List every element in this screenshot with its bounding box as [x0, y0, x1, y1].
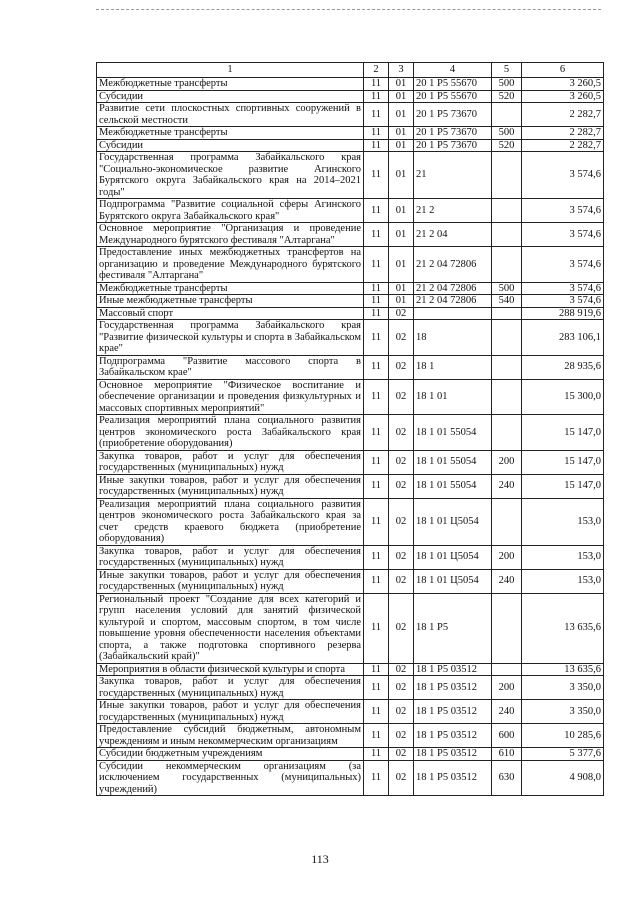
row-expense-type [492, 103, 522, 127]
row-expense-type [492, 379, 522, 415]
row-amount: 2 282,7 [522, 127, 604, 140]
row-target-article: 18 1 P5 03512 [414, 724, 492, 748]
row-expense-type: 520 [492, 90, 522, 103]
table-row [97, 307, 604, 320]
row-section: 11 [364, 127, 389, 140]
table-row [97, 379, 604, 415]
row-name: Подпрограмма "Развитие социальной сферы Агинского Бурятского округа Забайкальского края" [97, 199, 364, 223]
table-row [97, 498, 604, 545]
row-subsection: 02 [389, 474, 414, 498]
row-subsection: 02 [389, 379, 414, 415]
header-col-3: 3 [389, 63, 414, 78]
row-name: Региональный проект "Создание для всех категорий и групп населения условий для занятий физической культурой и спортом, массовым спортом, в том числе повышение уровня обеспеченности населения объектами спорта, а также подготовка спортивного резерва (Забайкальский край)" [97, 593, 364, 663]
row-target-article: 18 1 01 Ц5054 [414, 498, 492, 545]
row-target-article: 18 1 01 55054 [414, 415, 492, 451]
row-target-article: 18 1 01 [414, 379, 492, 415]
row-section: 11 [364, 474, 389, 498]
table-row [97, 139, 604, 152]
row-name: Субсидии бюджетным учреждениям [97, 748, 364, 761]
table-row [97, 700, 604, 724]
row-expense-type: 200 [492, 545, 522, 569]
row-amount: 15 147,0 [522, 474, 604, 498]
row-section: 11 [364, 700, 389, 724]
row-name: Мероприятия в области физической культуры и спорта [97, 663, 364, 676]
row-subsection: 02 [389, 415, 414, 451]
row-expense-type [492, 355, 522, 379]
row-target-article: 18 1 01 Ц5054 [414, 569, 492, 593]
row-target-article: 18 1 P5 03512 [414, 700, 492, 724]
row-subsection: 01 [389, 103, 414, 127]
row-name: Предоставление субсидий бюджетным, автономным учреждениям и иным некоммерческим организациям [97, 724, 364, 748]
row-section: 11 [364, 90, 389, 103]
row-amount: 153,0 [522, 545, 604, 569]
row-expense-type: 630 [492, 760, 522, 796]
table-row [97, 760, 604, 796]
row-target-article: 21 2 04 72806 [414, 247, 492, 283]
row-section: 11 [364, 593, 389, 663]
row-amount: 2 282,7 [522, 103, 604, 127]
row-subsection: 02 [389, 724, 414, 748]
row-section: 11 [364, 223, 389, 247]
row-section: 11 [364, 103, 389, 127]
row-section: 11 [364, 748, 389, 761]
table-row [97, 355, 604, 379]
row-amount: 13 635,6 [522, 593, 604, 663]
row-amount: 10 285,6 [522, 724, 604, 748]
row-section: 11 [364, 355, 389, 379]
row-subsection: 02 [389, 569, 414, 593]
row-subsection: 01 [389, 78, 414, 91]
row-amount: 3 574,6 [522, 152, 604, 199]
row-amount: 3 260,5 [522, 78, 604, 91]
row-target-article: 18 1 01 55054 [414, 474, 492, 498]
row-amount: 3 574,6 [522, 223, 604, 247]
row-target-article: 18 1 P5 03512 [414, 663, 492, 676]
table-row [97, 748, 604, 761]
table-row [97, 127, 604, 140]
row-amount: 15 300,0 [522, 379, 604, 415]
table-row [97, 295, 604, 308]
row-section: 11 [364, 282, 389, 295]
row-expense-type [492, 152, 522, 199]
row-name: Межбюджетные трансферты [97, 127, 364, 140]
row-subsection: 01 [389, 199, 414, 223]
row-target-article: 20 1 P5 73670 [414, 103, 492, 127]
row-target-article: 21 2 04 72806 [414, 282, 492, 295]
row-section: 11 [364, 152, 389, 199]
row-section: 11 [364, 498, 389, 545]
table-row [97, 282, 604, 295]
row-section: 11 [364, 676, 389, 700]
row-name: Основное мероприятие "Организация и проведение Международного бурятского фестиваля "Алтаргана" [97, 223, 364, 247]
table-row [97, 663, 604, 676]
table-row [97, 320, 604, 356]
row-name: Предоставление иных межбюджетных трансфертов на организацию и проведение Международного бурятского фестиваля "Алтаргана" [97, 247, 364, 283]
page-top-rule [96, 9, 601, 11]
row-amount: 3 574,6 [522, 247, 604, 283]
row-amount: 288 919,6 [522, 307, 604, 320]
row-expense-type [492, 307, 522, 320]
row-section: 11 [364, 663, 389, 676]
row-name: Государственная программа Забайкальского края "Социально-экономическое развитие Агинского Бурятского округа Забайкальского края на 2014–2021 годы" [97, 152, 364, 199]
row-amount: 3 574,6 [522, 199, 604, 223]
table-row [97, 676, 604, 700]
table-row [97, 78, 604, 91]
row-target-article: 18 1 P5 03512 [414, 748, 492, 761]
row-subsection: 01 [389, 152, 414, 199]
row-amount: 13 635,6 [522, 663, 604, 676]
budget-table [96, 62, 604, 796]
row-subsection: 02 [389, 498, 414, 545]
row-expense-type [492, 223, 522, 247]
table-row [97, 152, 604, 199]
row-name: Иные закупки товаров, работ и услуг для обеспечения государственных (муниципальных) нужд [97, 474, 364, 498]
row-subsection: 02 [389, 545, 414, 569]
row-expense-type: 240 [492, 569, 522, 593]
header-row [97, 63, 604, 78]
row-amount: 153,0 [522, 569, 604, 593]
row-section: 11 [364, 450, 389, 474]
row-section: 11 [364, 295, 389, 308]
row-amount: 3 574,6 [522, 295, 604, 308]
row-section: 11 [364, 724, 389, 748]
row-section: 11 [364, 760, 389, 796]
row-expense-type [492, 415, 522, 451]
row-name: Закупка товаров, работ и услуг для обеспечения государственных (муниципальных) нужд [97, 450, 364, 474]
row-name: Субсидии некоммерческим организациям (за исключением государственных (муниципальных) учреждений) [97, 760, 364, 796]
row-name: Закупка товаров, работ и услуг для обеспечения государственных (муниципальных) нужд [97, 676, 364, 700]
row-target-article: 18 1 01 Ц5054 [414, 545, 492, 569]
row-name: Субсидии [97, 139, 364, 152]
row-expense-type: 610 [492, 748, 522, 761]
row-expense-type [492, 663, 522, 676]
row-target-article: 20 1 P5 73670 [414, 139, 492, 152]
row-target-article: 18 [414, 320, 492, 356]
row-target-article [414, 307, 492, 320]
row-target-article: 18 1 01 55054 [414, 450, 492, 474]
row-subsection: 02 [389, 748, 414, 761]
row-amount: 3 350,0 [522, 676, 604, 700]
row-subsection: 01 [389, 127, 414, 140]
header-col-4: 4 [414, 63, 492, 78]
row-subsection: 02 [389, 593, 414, 663]
row-name: Субсидии [97, 90, 364, 103]
row-target-article: 21 2 [414, 199, 492, 223]
row-target-article: 20 1 P5 55670 [414, 78, 492, 91]
table-row [97, 90, 604, 103]
table-row [97, 724, 604, 748]
row-section: 11 [364, 379, 389, 415]
row-subsection: 01 [389, 90, 414, 103]
row-name: Иные закупки товаров, работ и услуг для обеспечения государственных (муниципальных) нужд [97, 700, 364, 724]
row-name: Закупка товаров, работ и услуг для обеспечения государственных (муниципальных) нужд [97, 545, 364, 569]
row-name: Основное мероприятие "Физическое воспитание и обеспечение организации и проведения физкультурных и массовых спортивных мероприятий" [97, 379, 364, 415]
row-section: 11 [364, 569, 389, 593]
row-name: Реализация мероприятий плана социального развития центров экономического роста Забайкальского края (приобретение оборудования) [97, 415, 364, 451]
table-row [97, 450, 604, 474]
table-row [97, 199, 604, 223]
row-expense-type [492, 320, 522, 356]
row-target-article: 20 1 P5 55670 [414, 90, 492, 103]
row-target-article: 21 2 04 72806 [414, 295, 492, 308]
header-col-6: 6 [522, 63, 604, 78]
row-expense-type: 540 [492, 295, 522, 308]
row-name: Государственная программа Забайкальского края "Развитие физической культуры и спорта в Забайкальском крае" [97, 320, 364, 356]
row-amount: 153,0 [522, 498, 604, 545]
row-subsection: 02 [389, 663, 414, 676]
row-section: 11 [364, 199, 389, 223]
header-col-1: 1 [97, 63, 364, 78]
row-subsection: 01 [389, 282, 414, 295]
row-expense-type: 200 [492, 676, 522, 700]
row-target-article: 21 [414, 152, 492, 199]
row-subsection: 01 [389, 223, 414, 247]
row-expense-type: 240 [492, 700, 522, 724]
row-amount: 5 377,6 [522, 748, 604, 761]
row-subsection: 02 [389, 307, 414, 320]
row-expense-type: 520 [492, 139, 522, 152]
row-amount: 3 350,0 [522, 700, 604, 724]
row-subsection: 02 [389, 676, 414, 700]
row-expense-type: 500 [492, 78, 522, 91]
row-expense-type: 200 [492, 450, 522, 474]
row-section: 11 [364, 78, 389, 91]
table-row [97, 593, 604, 663]
row-target-article: 21 2 04 [414, 223, 492, 247]
header-col-2: 2 [364, 63, 389, 78]
row-expense-type: 600 [492, 724, 522, 748]
row-amount: 2 282,7 [522, 139, 604, 152]
row-amount: 28 935,6 [522, 355, 604, 379]
table-row [97, 103, 604, 127]
row-target-article: 18 1 P5 03512 [414, 676, 492, 700]
row-target-article: 18 1 [414, 355, 492, 379]
table-row [97, 223, 604, 247]
row-target-article: 18 1 P5 [414, 593, 492, 663]
row-subsection: 02 [389, 450, 414, 474]
row-amount: 3 574,6 [522, 282, 604, 295]
row-amount: 3 260,5 [522, 90, 604, 103]
row-amount: 283 106,1 [522, 320, 604, 356]
row-section: 11 [364, 247, 389, 283]
row-amount: 4 908,0 [522, 760, 604, 796]
row-section: 11 [364, 415, 389, 451]
row-section: 11 [364, 307, 389, 320]
row-name: Реализация мероприятий плана социального развития центров экономического роста Забайкальского края за счет средств краевого бюджета (приобретение оборудования) [97, 498, 364, 545]
row-subsection: 01 [389, 247, 414, 283]
row-expense-type [492, 498, 522, 545]
row-name: Иные закупки товаров, работ и услуг для обеспечения государственных (муниципальных) нужд [97, 569, 364, 593]
row-expense-type: 500 [492, 282, 522, 295]
page-number: 113 [311, 852, 329, 866]
row-section: 11 [364, 139, 389, 152]
row-name: Массовый спорт [97, 307, 364, 320]
row-name: Развитие сети плоскостных спортивных сооружений в сельской местности [97, 103, 364, 127]
row-target-article: 20 1 P5 73670 [414, 127, 492, 140]
row-subsection: 02 [389, 760, 414, 796]
row-name: Межбюджетные трансферты [97, 282, 364, 295]
row-section: 11 [364, 320, 389, 356]
row-subsection: 02 [389, 320, 414, 356]
header-col-5: 5 [492, 63, 522, 78]
row-name: Иные межбюджетные трансферты [97, 295, 364, 308]
row-name: Подпрограмма "Развитие массового спорта в Забайкальском крае" [97, 355, 364, 379]
row-expense-type [492, 199, 522, 223]
row-expense-type: 500 [492, 127, 522, 140]
row-expense-type [492, 593, 522, 663]
table-row [97, 415, 604, 451]
row-name: Межбюджетные трансферты [97, 78, 364, 91]
table-row [97, 474, 604, 498]
row-expense-type: 240 [492, 474, 522, 498]
row-section: 11 [364, 545, 389, 569]
table-row [97, 569, 604, 593]
row-amount: 15 147,0 [522, 415, 604, 451]
row-amount: 15 147,0 [522, 450, 604, 474]
row-subsection: 01 [389, 295, 414, 308]
row-subsection: 01 [389, 139, 414, 152]
row-subsection: 02 [389, 700, 414, 724]
row-subsection: 02 [389, 355, 414, 379]
table-row [97, 545, 604, 569]
row-target-article: 18 1 P5 03512 [414, 760, 492, 796]
table-row [97, 247, 604, 283]
row-expense-type [492, 247, 522, 283]
